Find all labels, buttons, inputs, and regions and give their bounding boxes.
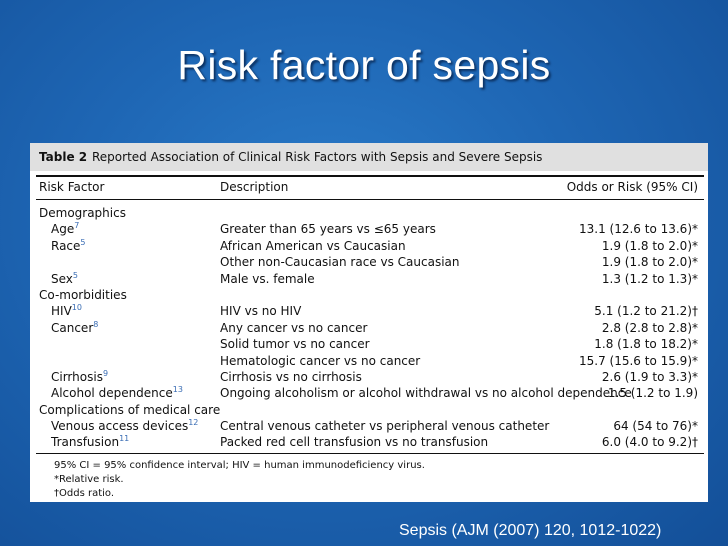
row-odds-value: 2.8 (2.8 to 2.8)* <box>601 320 698 335</box>
table-row <box>30 254 708 270</box>
reference-number: 12 <box>188 418 199 428</box>
table-row <box>30 402 708 418</box>
reference-number: 13 <box>172 385 183 395</box>
row-odds-value: 1.9 (1.8 to 2.0)* <box>601 255 698 270</box>
reference-number: 8 <box>93 319 99 329</box>
row-description: Cirrhosis vs no cirrhosis <box>220 369 362 384</box>
footnote: 95% CI = 95% confidence interval; HIV = human immunodeficiency virus. <box>54 460 425 471</box>
reference-number: 10 <box>71 303 82 313</box>
row-description: Hematologic cancer vs no cancer <box>220 353 421 368</box>
table-caption: Reported Association of Clinical Risk Factors with Sepsis and Severe Sepsis <box>92 150 543 164</box>
row-risk-factor <box>51 320 98 336</box>
row-odds-value: 64 (54 to 76)* <box>613 419 698 434</box>
row-description: Any cancer vs no cancer <box>220 320 368 335</box>
citation: Sepsis (AJM (2007) 120, 1012-1022) <box>399 522 662 539</box>
risk-factor-text: Complications of medical care <box>39 402 221 417</box>
footnote: †Odds ratio. <box>54 488 115 499</box>
row-risk-factor <box>51 369 108 385</box>
row-odds-value: 1.5 (1.2 to 1.9) <box>607 386 698 401</box>
risk-factor-text: Venous access devices <box>51 419 189 434</box>
row-odds-value: 2.6 (1.9 to 3.3)* <box>601 369 698 384</box>
risk-factor-text: Transfusion <box>51 435 120 450</box>
row-description: Male vs. female <box>220 271 315 286</box>
risk-factor-text: HIV <box>51 304 72 319</box>
top-rule <box>36 175 704 177</box>
header-rule <box>36 199 704 200</box>
row-odds-value: 1.8 (1.8 to 18.2)* <box>594 337 698 352</box>
reference-number: 9 <box>102 368 109 378</box>
table-row <box>30 221 708 237</box>
row-description: Greater than 65 years vs ≤65 years <box>220 222 436 237</box>
table-row <box>30 287 708 303</box>
table-row <box>30 320 708 336</box>
row-risk-factor <box>51 221 79 237</box>
table-body <box>30 205 708 451</box>
table-caption-bar <box>30 143 708 171</box>
row-description: Solid tumor vs no cancer <box>220 337 370 352</box>
reference-number: 5 <box>72 270 78 280</box>
table-row <box>30 303 708 319</box>
row-group-label <box>39 402 220 418</box>
row-description: HIV vs no HIV <box>220 304 302 319</box>
risk-factor-text: Co-morbidities <box>39 287 127 302</box>
row-description: Packed red cell transfusion vs no transfusion <box>220 435 489 450</box>
table-row <box>30 434 708 450</box>
row-risk-factor <box>51 238 86 254</box>
row-odds-value: 1.9 (1.8 to 2.0)* <box>601 238 698 253</box>
bottom-rule <box>36 453 704 454</box>
table-footnotes <box>54 459 425 501</box>
risk-factor-text: Alcohol dependence <box>51 386 173 401</box>
row-odds-value: 15.7 (15.6 to 15.9)* <box>578 353 698 368</box>
reference-number: 5 <box>80 237 86 247</box>
table-row <box>30 336 708 352</box>
row-description: African American vs Caucasian <box>220 238 406 253</box>
row-risk-factor <box>51 303 82 319</box>
row-description: Central venous catheter vs peripheral venous catheter <box>220 419 550 434</box>
row-risk-factor <box>51 385 183 401</box>
risk-factor-text: Demographics <box>39 206 126 220</box>
table-row <box>30 238 708 254</box>
row-odds-value: 5.1 (1.2 to 21.2)† <box>594 304 698 319</box>
table-label: Table 2 <box>39 150 88 164</box>
risk-factor-text: Race <box>51 238 81 253</box>
table-image <box>30 143 708 502</box>
table-row <box>30 369 708 385</box>
row-odds-value: 6.0 (4.0 to 9.2)† <box>601 435 698 450</box>
row-group-label <box>39 287 127 303</box>
table-row <box>30 418 708 434</box>
risk-factor-text: Sex <box>51 271 73 286</box>
column-header-description: Description <box>220 180 289 194</box>
footnote: *Relative risk. <box>54 474 124 485</box>
slide-title: Risk factor of sepsis <box>177 42 551 88</box>
reference-number: 11 <box>119 434 130 444</box>
table-row <box>30 353 708 369</box>
row-odds-value: 1.3 (1.2 to 1.3)* <box>601 271 698 286</box>
table-row <box>30 205 708 221</box>
reference-number: 7 <box>74 221 80 231</box>
row-risk-factor <box>51 271 78 287</box>
column-header-odds: Odds or Risk (95% CI) <box>566 180 698 194</box>
row-description: Ongoing alcoholism or alcohol withdrawal vs no alcohol dependence <box>220 386 632 401</box>
table-row <box>30 271 708 287</box>
risk-factor-text: Age <box>51 222 75 237</box>
table-row <box>30 385 708 401</box>
row-odds-value: 13.1 (12.6 to 13.6)* <box>578 222 698 237</box>
column-header-risk-factor: Risk Factor <box>39 180 105 194</box>
row-risk-factor <box>51 418 198 434</box>
row-risk-factor <box>51 434 129 450</box>
row-description: Other non-Caucasian race vs Caucasian <box>220 255 460 270</box>
risk-factor-text: Cancer <box>51 320 94 335</box>
risk-factor-text: Cirrhosis <box>51 369 103 384</box>
row-group-label <box>39 205 126 221</box>
